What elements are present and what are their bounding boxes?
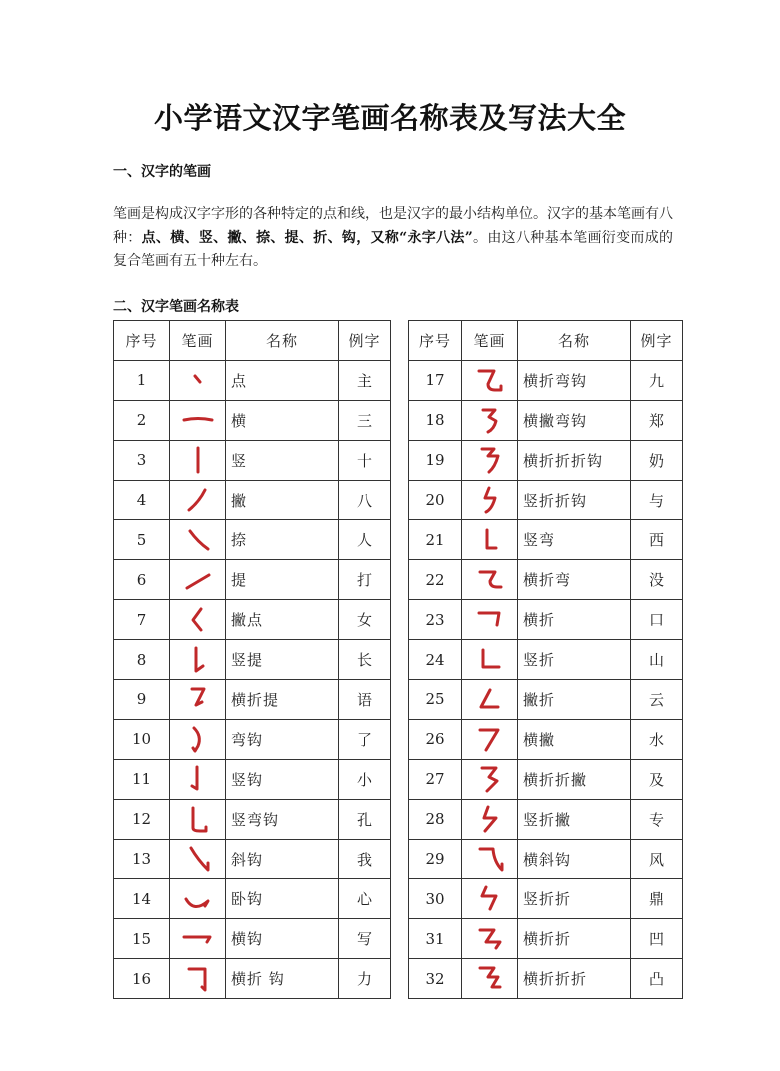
intro-paragraph	[113, 203, 673, 274]
example-character: 语	[339, 680, 391, 720]
section-heading-strokes: 一、汉字的笔画	[113, 164, 211, 180]
horizontal-hook-stroke-icon	[178, 924, 218, 954]
row-number: 7	[114, 600, 170, 640]
example-character: 力	[339, 959, 391, 999]
row-number: 16	[114, 959, 170, 999]
stroke-name: 横折折折	[518, 959, 631, 999]
stroke-name: 竖折撇	[518, 799, 631, 839]
row-number: 13	[114, 839, 170, 879]
example-character: 与	[631, 480, 683, 520]
row-number: 14	[114, 879, 170, 919]
stroke-path	[483, 410, 496, 432]
example-character: 人	[339, 520, 391, 560]
stroke-path	[196, 648, 203, 671]
table-row	[114, 600, 391, 640]
table-row	[409, 640, 683, 680]
left-falling-stroke-icon	[178, 485, 218, 515]
stroke-path	[187, 575, 209, 588]
stroke-name: 弯钩	[226, 719, 339, 759]
rising-stroke-icon	[178, 565, 218, 595]
vertical-double-turn-hook-stroke-icon	[470, 485, 510, 515]
table-row	[114, 719, 391, 759]
intro-text-end: 。由这八种基本笔画衍变而成的复合笔画有五十种左右。	[113, 229, 674, 269]
stroke-glyph-cell	[462, 959, 518, 999]
table-row	[114, 640, 391, 680]
vertical-bend-hook-stroke-icon	[178, 804, 218, 834]
horizontal-left-falling-stroke-icon	[470, 724, 510, 754]
row-number: 25	[409, 680, 462, 720]
stroke-glyph-cell	[170, 560, 226, 600]
table-row	[114, 919, 391, 959]
section-heading-table: 二、汉字笔画名称表	[113, 299, 239, 315]
vertical-double-turn-stroke-icon	[470, 884, 510, 914]
row-number: 20	[409, 480, 462, 520]
row-number: 8	[114, 640, 170, 680]
row-number: 19	[409, 440, 462, 480]
row-number: 6	[114, 560, 170, 600]
stroke-name: 竖弯	[518, 520, 631, 560]
right-falling-stroke-icon	[178, 525, 218, 555]
table-row	[409, 400, 683, 440]
stroke-name: 横折折折钩	[518, 440, 631, 480]
example-character: 没	[631, 560, 683, 600]
horizontal-double-turn-left-falling-stroke-icon	[470, 764, 510, 794]
example-character: 心	[339, 879, 391, 919]
horizontal-slant-hook-stroke-icon	[470, 844, 510, 874]
left-falling-turn-stroke-icon	[470, 684, 510, 714]
stroke-glyph-cell	[170, 360, 226, 400]
example-character: 长	[339, 640, 391, 680]
stroke-name: 竖弯钩	[226, 799, 339, 839]
stroke-path	[480, 849, 502, 870]
example-character: 凹	[631, 919, 683, 959]
stroke-path	[482, 887, 496, 909]
stroke-name: 捺	[226, 520, 339, 560]
stroke-glyph-cell	[170, 440, 226, 480]
stroke-path	[485, 488, 495, 512]
stroke-name: 横折弯钩	[518, 360, 631, 400]
left-falling-dot-stroke-icon	[178, 605, 218, 635]
stroke-name: 撇点	[226, 600, 339, 640]
vertical-turn-stroke-icon	[470, 645, 510, 675]
horizontal-turn-bend-stroke-icon	[470, 565, 510, 595]
example-character: 主	[339, 360, 391, 400]
table-row	[409, 480, 683, 520]
stroke-path	[192, 689, 204, 705]
stroke-glyph-cell	[170, 600, 226, 640]
row-number: 4	[114, 480, 170, 520]
row-number: 17	[409, 360, 462, 400]
table-row	[114, 480, 391, 520]
stroke-path	[193, 728, 199, 751]
table-header-row	[409, 321, 683, 361]
stroke-glyph-cell	[170, 719, 226, 759]
slant-hook-stroke-icon	[178, 844, 218, 874]
stroke-name: 横钩	[226, 919, 339, 959]
example-character: 八	[339, 480, 391, 520]
row-number: 28	[409, 799, 462, 839]
intro-text-bold: 点、横、竖、撇、捺、提、折、钩，又称“永字八法”	[141, 229, 473, 246]
stroke-name: 横折弯	[518, 560, 631, 600]
stroke-glyph-cell	[170, 480, 226, 520]
stroke-path	[483, 650, 499, 667]
row-number: 21	[409, 520, 462, 560]
stroke-path	[484, 807, 496, 831]
table-row	[114, 560, 391, 600]
stroke-name: 竖提	[226, 640, 339, 680]
stroke-path	[193, 609, 201, 630]
stroke-glyph-cell	[462, 440, 518, 480]
stroke-path	[193, 808, 206, 831]
table-row	[114, 879, 391, 919]
stroke-glyph-cell	[462, 839, 518, 879]
example-character: 专	[631, 799, 683, 839]
stroke-path	[184, 419, 212, 421]
stroke-path	[482, 768, 497, 791]
example-character: 写	[339, 919, 391, 959]
horizontal-turn-hook-stroke-icon	[178, 964, 218, 994]
page-title: 小学语文汉字笔画名称表及写法大全	[153, 101, 626, 135]
stroke-path	[191, 848, 208, 870]
row-number: 3	[114, 440, 170, 480]
stroke-glyph-cell	[462, 680, 518, 720]
stroke-glyph-cell	[462, 799, 518, 839]
curved-hook-stroke-icon	[178, 724, 218, 754]
stroke-glyph-cell	[170, 400, 226, 440]
stroke-glyph-cell	[462, 520, 518, 560]
stroke-path	[480, 930, 500, 948]
intro-text-start: 笔画是构成汉字字形的各种特定的点和线，也是汉字的最小结构单位。汉字的基本笔画有八种：	[113, 206, 673, 246]
example-character: 十	[339, 440, 391, 480]
vertical-hook-stroke-icon	[178, 764, 218, 794]
stroke-path	[184, 937, 210, 942]
stroke-path	[481, 690, 498, 707]
example-character: 鼎	[631, 879, 683, 919]
table-row	[409, 759, 683, 799]
table-row	[409, 560, 683, 600]
stroke-glyph-cell	[462, 480, 518, 520]
stroke-glyph-cell	[170, 680, 226, 720]
example-character: 水	[631, 719, 683, 759]
stroke-name: 横折折撇	[518, 759, 631, 799]
stroke-path	[479, 613, 499, 625]
stroke-path	[480, 730, 498, 750]
stroke-glyph-cell	[170, 520, 226, 560]
stroke-path	[482, 449, 498, 472]
stroke-path	[479, 371, 501, 390]
stroke-name: 横撇	[518, 719, 631, 759]
vertical-turn-left-falling-stroke-icon	[470, 804, 510, 834]
header-name: 名称	[226, 321, 339, 361]
header-name: 名称	[518, 321, 631, 361]
stroke-glyph-cell	[462, 360, 518, 400]
stroke-path	[186, 899, 208, 907]
stroke-glyph-cell	[170, 919, 226, 959]
table-header-row	[114, 321, 391, 361]
table-row	[114, 959, 391, 999]
example-character: 郑	[631, 400, 683, 440]
stroke-name: 横折	[518, 600, 631, 640]
table-row	[114, 520, 391, 560]
table-row	[409, 719, 683, 759]
row-number: 30	[409, 879, 462, 919]
header-example: 例字	[339, 321, 391, 361]
row-number: 9	[114, 680, 170, 720]
stroke-path	[480, 572, 501, 587]
horizontal-turn-bend-hook-stroke-icon	[470, 365, 510, 395]
row-number: 1	[114, 360, 170, 400]
example-character: 九	[631, 360, 683, 400]
table-row	[114, 759, 391, 799]
stroke-name: 横	[226, 400, 339, 440]
row-number: 24	[409, 640, 462, 680]
stroke-name: 撇	[226, 480, 339, 520]
table-row	[114, 440, 391, 480]
stroke-table-right	[408, 320, 683, 999]
horizontal-double-turn-stroke-icon	[470, 924, 510, 954]
header-number: 序号	[409, 321, 462, 361]
horizontal-triple-turn-stroke-icon	[470, 964, 510, 994]
horizontal-turn-stroke-icon	[470, 605, 510, 635]
table-row	[409, 919, 683, 959]
example-character: 奶	[631, 440, 683, 480]
stroke-glyph-cell	[462, 600, 518, 640]
table-row	[409, 440, 683, 480]
row-number: 32	[409, 959, 462, 999]
table-row	[409, 879, 683, 919]
table-row	[114, 360, 391, 400]
example-character: 口	[631, 600, 683, 640]
stroke-glyph-cell	[170, 759, 226, 799]
stroke-name: 横折 钩	[226, 959, 339, 999]
stroke-path	[487, 530, 496, 548]
stroke-glyph-cell	[462, 400, 518, 440]
row-number: 26	[409, 719, 462, 759]
horizontal-turn-rising-stroke-icon	[178, 684, 218, 714]
stroke-name: 提	[226, 560, 339, 600]
row-number: 27	[409, 759, 462, 799]
example-character: 打	[339, 560, 391, 600]
stroke-name: 横折提	[226, 680, 339, 720]
table-row	[409, 959, 683, 999]
example-character: 我	[339, 839, 391, 879]
header-stroke: 笔画	[462, 321, 518, 361]
stroke-name: 竖折折	[518, 879, 631, 919]
horizontal-stroke-icon	[178, 405, 218, 435]
row-number: 31	[409, 919, 462, 959]
stroke-name: 卧钩	[226, 879, 339, 919]
row-number: 11	[114, 759, 170, 799]
header-number: 序号	[114, 321, 170, 361]
stroke-name: 横斜钩	[518, 839, 631, 879]
example-character: 小	[339, 759, 391, 799]
stroke-path	[189, 969, 205, 990]
stroke-glyph-cell	[462, 919, 518, 959]
vertical-rising-stroke-icon	[178, 645, 218, 675]
stroke-name: 竖折	[518, 640, 631, 680]
table-row	[409, 600, 683, 640]
table-row	[409, 520, 683, 560]
row-number: 23	[409, 600, 462, 640]
example-character: 了	[339, 719, 391, 759]
stroke-name: 斜钩	[226, 839, 339, 879]
stroke-path	[192, 767, 197, 789]
row-number: 22	[409, 560, 462, 600]
example-character: 三	[339, 400, 391, 440]
table-row	[409, 680, 683, 720]
stroke-path	[480, 968, 500, 987]
example-character: 凸	[631, 959, 683, 999]
table-row	[114, 400, 391, 440]
stroke-name: 竖折折钩	[518, 480, 631, 520]
stroke-name: 点	[226, 360, 339, 400]
row-number: 10	[114, 719, 170, 759]
lying-hook-stroke-icon	[178, 884, 218, 914]
stroke-path	[189, 490, 205, 510]
stroke-glyph-cell	[462, 719, 518, 759]
row-number: 5	[114, 520, 170, 560]
example-character: 风	[631, 839, 683, 879]
stroke-name: 撇折	[518, 680, 631, 720]
example-character: 山	[631, 640, 683, 680]
vertical-bend-stroke-icon	[470, 525, 510, 555]
row-number: 2	[114, 400, 170, 440]
example-character: 孔	[339, 799, 391, 839]
example-character: 女	[339, 600, 391, 640]
stroke-name: 横撇弯钩	[518, 400, 631, 440]
row-number: 15	[114, 919, 170, 959]
horizontal-left-falling-bend-hook-stroke-icon	[470, 405, 510, 435]
table-row	[409, 360, 683, 400]
table-row	[409, 839, 683, 879]
vertical-stroke-icon	[178, 445, 218, 475]
stroke-glyph-cell	[170, 799, 226, 839]
table-row	[409, 799, 683, 839]
stroke-glyph-cell	[170, 879, 226, 919]
stroke-glyph-cell	[170, 839, 226, 879]
stroke-glyph-cell	[462, 560, 518, 600]
stroke-glyph-cell	[462, 879, 518, 919]
example-character: 及	[631, 759, 683, 799]
stroke-path	[195, 376, 200, 382]
stroke-name: 竖	[226, 440, 339, 480]
dot-stroke-icon	[178, 365, 218, 395]
stroke-glyph-cell	[170, 640, 226, 680]
table-row	[114, 799, 391, 839]
row-number: 29	[409, 839, 462, 879]
example-character: 云	[631, 680, 683, 720]
horizontal-triple-turn-hook-stroke-icon	[470, 445, 510, 475]
stroke-glyph-cell	[170, 959, 226, 999]
row-number: 12	[114, 799, 170, 839]
table-row	[114, 839, 391, 879]
stroke-path	[190, 531, 208, 549]
stroke-glyph-cell	[462, 640, 518, 680]
header-example: 例字	[631, 321, 683, 361]
example-character: 西	[631, 520, 683, 560]
stroke-name: 横折折	[518, 919, 631, 959]
stroke-table-left	[113, 320, 391, 999]
row-number: 18	[409, 400, 462, 440]
table-row	[114, 680, 391, 720]
stroke-name: 竖钩	[226, 759, 339, 799]
header-stroke: 笔画	[170, 321, 226, 361]
stroke-glyph-cell	[462, 759, 518, 799]
